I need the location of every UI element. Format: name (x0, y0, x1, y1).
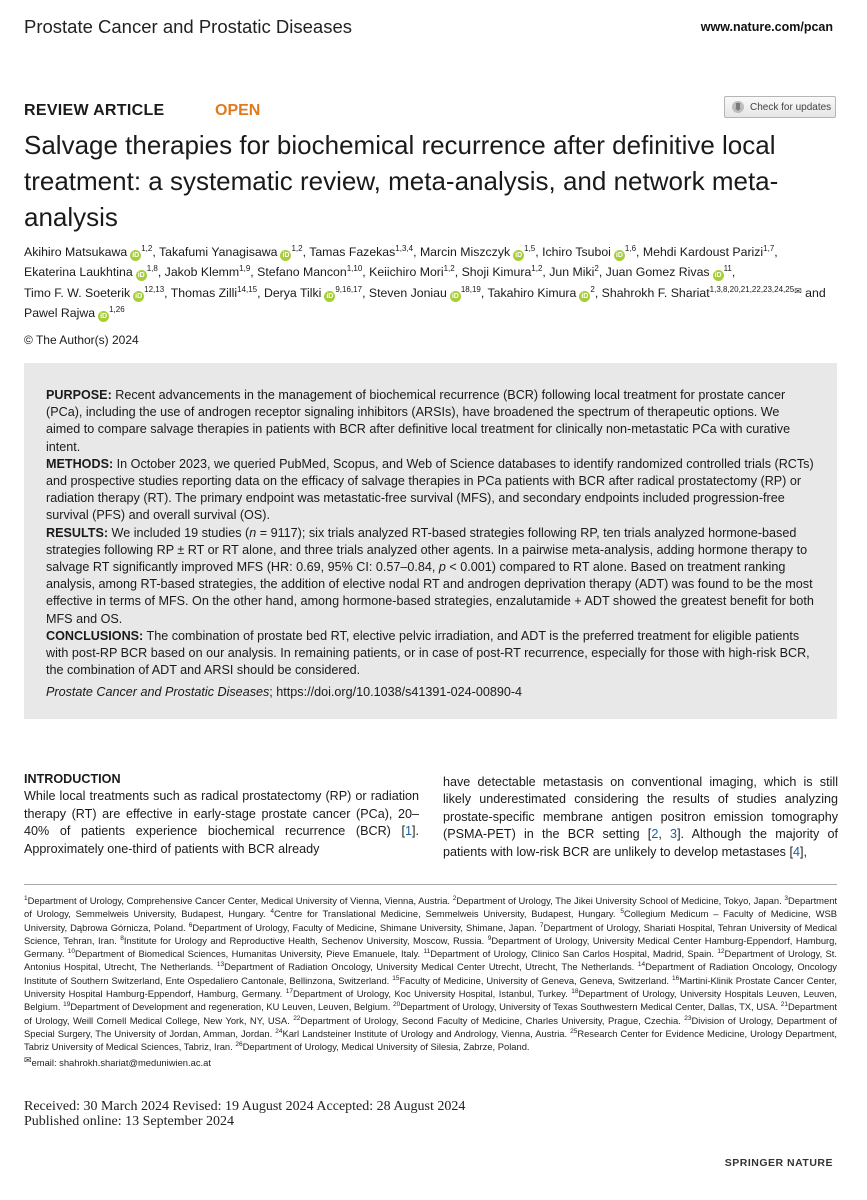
orcid-icon[interactable]: iD (615, 252, 623, 259)
affiliation-number: 19 (63, 1001, 71, 1009)
affiliation-text: Department of Biomedical Sciences, Humanitas University, Pieve Emanuele, Italy. (75, 948, 424, 960)
reference-link[interactable]: 3 (670, 827, 678, 842)
received-revised-accepted: Received: 30 March 2024 Revised: 19 August 2024 Accepted: 28 August 2024 (24, 1099, 466, 1114)
mail-icon[interactable]: ✉ (794, 286, 802, 296)
author-affiliation-sup: 1,2 (531, 263, 543, 273)
affiliation-number: 23 (684, 1014, 692, 1022)
author-name[interactable]: Thomas Zilli$^{14,15}$ (170, 284, 258, 300)
open-access-label: OPEN (215, 102, 261, 119)
affiliation-number: 17 (285, 987, 293, 995)
affiliation-text: Department of Urology, Second Faculty of Medicine, Charles University, Prague, Czechia. (300, 1014, 685, 1026)
author-affiliation-sup: 14,15 (237, 284, 258, 294)
affiliation-text: Research Center for Evidence Medicine, Urology Department, Tabriz University of Medical Sciences, Tabriz, Iran. (24, 1027, 837, 1053)
author-affiliation-sup: 9,16,17 (335, 284, 363, 294)
author-name[interactable]: Ichiro Tsuboi iD$^{1,6}$ (542, 243, 637, 259)
affiliation-text: Department of Urology, St. Antonius Hospital, Utrecht, The Netherlands. (24, 948, 837, 973)
affiliation-number: 18 (571, 987, 579, 995)
affiliation-number: 1 (24, 894, 28, 902)
affiliation-number: 21 (780, 1001, 789, 1009)
affiliation-number: 4 (270, 908, 275, 916)
author-name[interactable]: Juan Gomez Rivas $iD^{11}$ (605, 263, 732, 279)
affiliation-number: 16 (671, 974, 680, 982)
article-title: Salvage therapies for biochemical recurrence after definitive local treatment: a systematic review, meta-analysis, and network meta-analysis (24, 130, 779, 232)
affiliation-text: Department of Urology, Koc University Hospital, Istanbul, Turkey. (292, 988, 572, 1000)
check-for-updates-button[interactable] (724, 96, 836, 118)
affiliation-number: 22 (293, 1014, 301, 1022)
reference-link[interactable]: 4 (792, 844, 800, 859)
affiliation-text: Department of Urology, Faculty of Medicine, Shimane University, Shimane, Japan. (192, 921, 540, 933)
doi-link[interactable]: ; https://doi.org/10.1038/s41391-024-00890-4 (269, 685, 523, 700)
affiliation-text: Centre for Translational Medicine, Semmelweis University, Budapest, Hungary. (274, 908, 621, 920)
author-affiliation-sup: 1,3,8,20,21,22,23,24,25 (709, 284, 795, 294)
author-name[interactable]: Timo F. W. Soeterik iD$^{12,13}$ (24, 284, 165, 300)
author-affiliation-sup: 1,7 (763, 243, 775, 253)
author-name[interactable]: Shoji Kimura$^{1,2}$ (461, 263, 543, 279)
affiliations-footnote (24, 894, 837, 1069)
affiliation-text: Department of Urology, University Medical Center Hamburg-Eppendorf, Hamburg, Germany. (24, 934, 837, 960)
author-affiliation-sup: 1,2 (443, 263, 455, 273)
author-name[interactable]: Shahrokh F. Shariat$^{1,3,8,20,21,22,23,24,25✉}$ (601, 284, 802, 300)
author-name[interactable]: Jakob Klemm$^{1,9}$ (164, 263, 251, 279)
affiliation-number: 24 (275, 1027, 283, 1035)
affiliation-text: Department of Urology, Clinico San Carlos Hospital, Madrid, Spain. (430, 948, 718, 960)
orcid-icon[interactable]: iD (581, 293, 589, 300)
abstract-methods: METHODS: In October 2023, we queried PubMed, Scopus, and Web of Science databases to identify randomized controlled trials (RCTs) and prospective studies reporting data on the efficacy of salvage therapies in PCa patients with BCR after radical prostatectomy (RP) or radiation therapy (RT). The primary endpoint was metastatic-free survival (MFS), and secondary endpoints included progression-free survival (PFS) and overall survival (OS). (46, 456, 814, 523)
author-name[interactable]: Derya Tilki iD$^{9,16,17}$ (263, 284, 363, 300)
author-name[interactable]: Jun Miki$^2$ (549, 263, 599, 279)
affiliation-number: 26 (235, 1041, 243, 1049)
affiliation-text: Department of Urology, Medical University of Silesia, Zabrze, Poland. (242, 1041, 530, 1053)
orcid-icon[interactable]: iD (137, 271, 145, 279)
abstract-purpose: PURPOSE: Recent advancements in the management of biochemical recurrence (BCR) following local treatment for prostate cancer (PCa), including the use of androgen receptor signaling inhibitors (ARSIs), have broadened the spectrum of therapeutic options. We aimed to compare salvage therapies in patients with BCR after definitive local treatment for clinically non-metastatic PCa with curative intent. (46, 388, 791, 454)
affiliation-number: 20 (393, 1001, 401, 1009)
author-affiliation-sup: 1,26 (109, 304, 125, 314)
author-name[interactable]: Ekaterina Laukhtina iD$^{1,8}$ (24, 263, 158, 279)
abstract-conclusions: CONCLUSIONS: The combination of prostate bed RT, elective pelvic irradiation, and ADT is the preferred treatment for eligible patients with post-RP BCR based on our analysis. In remaining patients, or in case of post-RT recurrence, especially for those with high-risk BCR, the combination of ADT and ARSI should be considered. (46, 628, 810, 678)
intro-column-right (443, 774, 838, 861)
affiliation-text: Department of Urology, The Jikei University School of Medicine, Tokyo, Japan. (456, 895, 785, 906)
affiliation-text: Department of Radiation Oncology, University Medical Center Utrecht, Utrecht, The Netherlands. (224, 961, 638, 973)
orcid-icon[interactable]: iD (135, 293, 143, 300)
author-affiliation-sup: 1,8 (146, 263, 158, 273)
author-affiliation-sup: 1,3,4 (395, 243, 414, 253)
author-list: Akihiro Matsukawa iD$^{1,2}$, Takafumi Yanagisawa iD$^{1,2}$, Tamas Fazekas$^{1,3,4}$, Marcin Miszczyk iD$^{1,5}$, Ichiro Tsuboi iD$^{1,6}$, Mehdi Kardoust Parizi$^{1,7}$, Ekaterina Laukhtina iD$^{1,8}$, Jakob Klemm$^{1,9}$, Stefano Mancon$^{1,10}$, Keiichiro Mori$^{1,2}$, Shoji Kimura$^{1,2}$, Jun Miki$^2$, Juan Gomez Rivas $iD^{11}$, Timo F. W. Soeterik iD$^{12,13}$, Thomas Zilli$^{14,15}$, Derya Tilki iD$^{9,16,17}$, Steven Joniau iD$^{18,19}$, Takahiro Kimura $iD^2$, Shahrokh F. Shariat$^{1,3,8,20,21,22,23,24,25✉}$ and Pawel Rajwa iD$^{1,26}$ (24, 243, 826, 320)
affiliation-number: 8 (120, 934, 124, 942)
author-name[interactable]: Keiichiro Mori$^{1,2}$ (369, 263, 455, 279)
affiliation-number: 3 (784, 894, 789, 902)
orcid-icon[interactable]: iD (714, 271, 722, 279)
abstract-results: RESULTS: We included 19 studies (n = 9117); six trials analyzed RT-based strategies following RP, ten trials analyzed hormone-based strategies following RP ± RT or RT alone, and three trials analyzed other agents. In a pairwise meta-analysis, adding hormone therapy to salvage RT significantly improved MFS (HR: 0.69, 95% CI: 0.57–0.84, p < 0.001) compared to RT alone. Based on treatment ranking analysis, among RT-based strategies, the addition of elective nodal RT and androgen deprivation therapy (ADT) was found to be the most effective in terms of MFS. On the other hand, among hormone-based strategies, enzalutamide + ADT showed the greatest benefit for both MFS and OS. (46, 525, 814, 626)
author-name[interactable]: Marcin Miszczyk iD$^{1,5}$ (419, 243, 536, 259)
affiliation-number: 2 (452, 894, 457, 902)
check-updates-label: Check for updates (750, 101, 832, 113)
affiliation-text: Faculty of Medicine, University of Geneva, Geneva, Switzerland. (399, 974, 672, 986)
mail-icon: ✉ (24, 1054, 32, 1065)
author-affiliation-sup: 1,2 (291, 243, 303, 253)
orcid-icon[interactable]: iD (100, 312, 108, 320)
footnote-divider (24, 884, 837, 885)
affiliation-number: 13 (216, 961, 225, 969)
author-affiliation-sup: 1,2 (141, 243, 153, 253)
affiliation-text: Department of Urology, Weill Cornell Medical College, New York, NY, USA. (24, 1001, 837, 1026)
author-name[interactable]: Steven Joniau iD$^{18,19}$ (368, 284, 481, 300)
affiliation-number: 12 (717, 948, 725, 956)
publication-dates (24, 1099, 465, 1129)
author-name[interactable]: Tamas Fazekas$^{1,3,4}$ (309, 243, 414, 259)
affiliation-number: 9 (487, 934, 492, 942)
orcid-icon[interactable]: iD (132, 252, 140, 259)
affiliation-text: Collegium Medicum – Faculty of Medicine, WSB University, Dąbrowa Górnicza, Poland. (24, 908, 837, 933)
author-name[interactable]: Stefano Mancon$^{1,10}$ (257, 263, 363, 279)
affiliation-number: 5 (620, 908, 624, 916)
affiliation-number: 7 (539, 921, 544, 929)
affiliation-text: Department of Urology, Semmelweis University, Budapest, Hungary. (24, 895, 838, 920)
author-affiliation-sup: 2 (590, 284, 595, 294)
authors-and: and (805, 286, 826, 300)
affiliation-number: 6 (188, 921, 193, 929)
intro-column-left (24, 771, 419, 858)
author-name[interactable]: Pawel Rajwa iD$^{1,26}$ (24, 304, 125, 320)
author-affiliation-sup: 18,19 (460, 284, 481, 294)
author-name[interactable]: Mehdi Kardoust Parizi$^{1,7}$ (642, 243, 775, 259)
email-line[interactable]: ✉email: shahrokh.shariat@meduniwien.ac.at (24, 1054, 211, 1068)
author-affiliation-sup: 1,5 (524, 243, 536, 253)
affiliation-text: Department of Radiation Oncology, Oncology Institute of Southern Switzerland, Ente Ospedaliero Cantonale, Bellinzona, Switzerland. (24, 961, 837, 986)
orcid-icon[interactable]: iD (326, 293, 334, 300)
intro-paragraph-right: have detectable metastasis on conventional imaging, which is still likely underestimated considering the results of studies analyzing prostate-specific membrane antigen positron emission tomography (PSMA-PET) in the BCR setting [2, 3]. Although the majority of patients with low-risk BCR are unlikely to develop metastases [4], (443, 775, 839, 859)
affiliation-number: 14 (637, 961, 646, 969)
orcid-icon[interactable]: iD (282, 252, 290, 259)
author-affiliation-sup: 12,13 (144, 284, 165, 294)
affiliation-number: 11 (423, 948, 431, 956)
affiliation-text: Department of Urology, University Hospitals Leuven, Leuven, Belgium. (24, 988, 837, 1013)
abstract-citation: Prostate Cancer and Prostatic Diseases; https://doi.org/10.1038/s41391-024-00890-4 (46, 685, 523, 700)
affiliation-number: 10 (67, 948, 76, 956)
article-type-label: REVIEW ARTICLE (24, 102, 165, 119)
affiliation-number: 25 (570, 1027, 578, 1035)
author-affiliation-sup: 11 (723, 263, 732, 273)
orcid-icon[interactable]: iD (451, 293, 459, 300)
journal-name: Prostate Cancer and Prostatic Diseases (24, 16, 353, 37)
affiliation-text: Institute for Urology and Reproductive Health, Sechenov University, Moscow, Russia. (123, 934, 488, 946)
journal-url-link[interactable]: www.nature.com/pcan (700, 20, 833, 34)
orcid-icon[interactable]: iD (515, 252, 523, 259)
affiliation-text: Department of Urology, Comprehensive Cancer Center, Medical University of Vienna, Vienna, Austria. (27, 895, 453, 906)
author-name[interactable]: Takafumi Yanagisawa iD$^{1,2}$ (158, 243, 303, 259)
reference-link[interactable]: 2 (651, 827, 659, 842)
affiliation-number: 15 (392, 974, 400, 982)
author-affiliation-sup: 1,10 (346, 263, 363, 273)
abstract-box (24, 363, 837, 719)
reference-link[interactable]: 1 (404, 824, 412, 839)
author-name[interactable]: Akihiro Matsukawa iD$^{1,2}$ (24, 243, 153, 259)
affiliation-text: Department of Development and regeneration, KU Leuven, Leuven, Belgium. (70, 1001, 394, 1013)
springer-nature-logo: SPRINGER NATURE (724, 1157, 833, 1169)
affiliation-text: Karl Landsteiner Institute of Urology and Andrology, Vienna, Austria. (282, 1027, 571, 1039)
intro-heading: INTRODUCTION (24, 772, 121, 786)
affiliation-text: Department of Urology, Shariati Hospital, Tehran University of Medical Science, Tehran, Iran. (24, 921, 837, 946)
intro-paragraph-left: While local treatments such as radical prostatectomy (RP) or radiation therapy (RT) are effective in early-stage prostate cancer (PCa), 20–40% of patients experience biochemical recurrence (BCR) [1]. Approximately one-third of patients with BCR already (24, 789, 419, 856)
affiliation-text: Division of Urology, Department of Special Surgery, The University of Jordan, Amman, Jordan. (24, 1014, 837, 1039)
copyright-notice: © The Author(s) 2024 (24, 333, 139, 347)
published-online: Published online: 13 September 2024 (24, 1114, 234, 1129)
affiliation-text: Martini-Klinik Prostate Cancer Center, University Hospital Hamburg-Eppendorf, Hamburg, Germany. (24, 974, 837, 1000)
author-affiliation-sup: 1,6 (624, 243, 637, 253)
check-updates-icon (731, 100, 745, 114)
author-affiliation-sup: 1,9 (239, 263, 251, 273)
author-affiliation-sup: 2 (594, 263, 599, 273)
author-name[interactable]: Takahiro Kimura $iD^2$ (487, 284, 595, 300)
affiliation-text: Department of Urology, University of Texas Southwestern Medical Center, Dallas, TX, USA. (400, 1001, 781, 1013)
